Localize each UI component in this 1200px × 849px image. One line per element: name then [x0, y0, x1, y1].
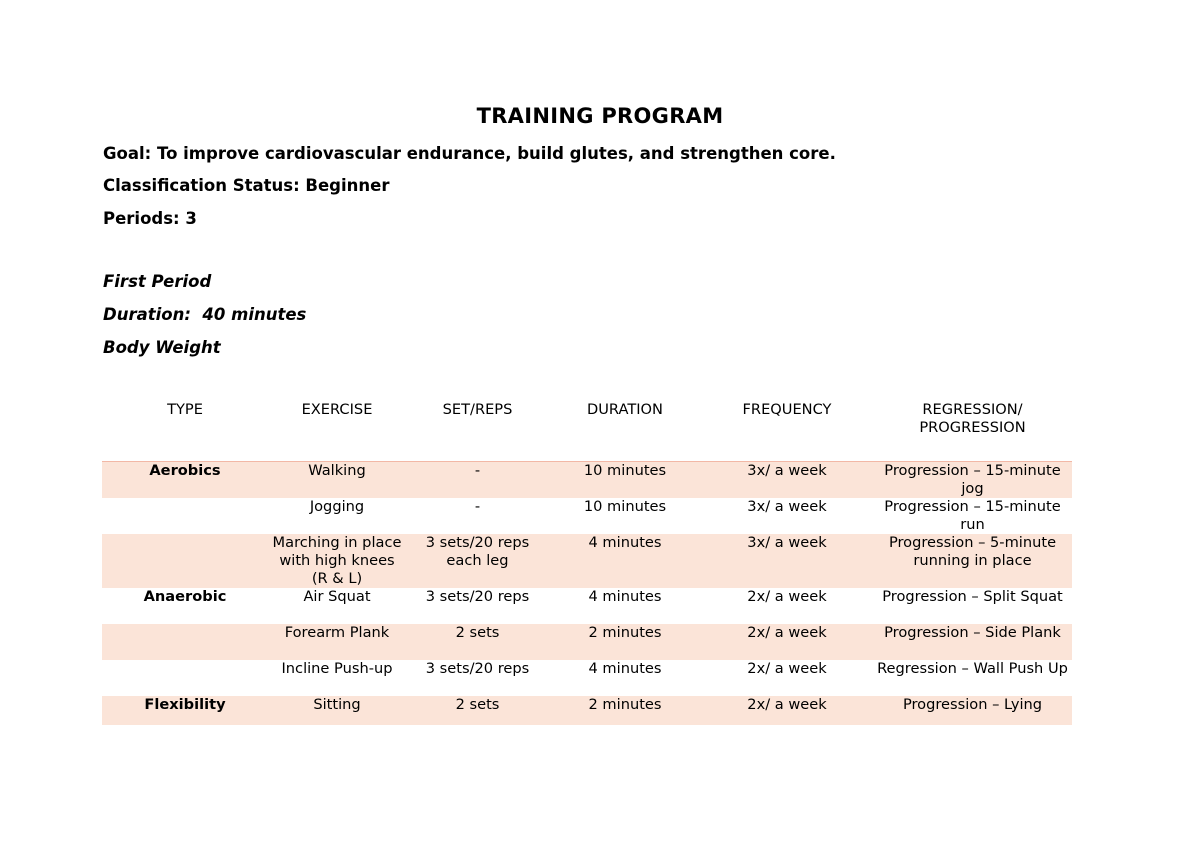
table-row — [102, 660, 1072, 696]
cell-type: Flexibility — [102, 696, 268, 725]
cell-setreps: 2 sets — [406, 624, 549, 660]
header-frequency: FREQUENCY — [701, 397, 873, 462]
cell-frequency: 2x/ a week — [747, 588, 827, 605]
cell-exercise-text: Marching in place with high knees — [272, 534, 402, 569]
cell-duration: 4 minutes — [588, 660, 662, 677]
table-header-row — [102, 397, 1072, 462]
cell-duration: 2 minutes — [549, 696, 701, 725]
cell-type: Aerobics — [102, 462, 268, 499]
cell-setreps: - — [474, 498, 481, 515]
cell-frequency: 3x/ a week — [701, 534, 873, 588]
cell-type — [102, 624, 268, 660]
cell-duration: 10 minutes — [549, 462, 701, 499]
cell-regression: Progression – Side Plank — [873, 624, 1072, 660]
header-duration: DURATION — [549, 397, 701, 462]
header-setreps: SET/REPS — [406, 397, 549, 462]
cell-duration: 4 minutes — [588, 588, 662, 605]
cell-exercise: Forearm Plank — [268, 624, 406, 660]
classification-line: Classification Status: Beginner — [103, 176, 390, 195]
periods-line: Periods: 3 — [103, 209, 197, 228]
cell-regression: Progression – 15-minute run — [884, 498, 1061, 533]
cell-regression: Regression – Wall Push Up — [877, 660, 1068, 677]
cell-frequency: 2x/ a week — [701, 624, 873, 660]
cell-exercise: Incline Push-up — [281, 660, 393, 677]
cell-setreps: 3 sets/20 reps each leg — [406, 534, 549, 588]
cell-type — [102, 498, 268, 534]
cell-frequency: 3x/ a week — [701, 462, 873, 499]
cell-type: Anaerobic — [143, 588, 227, 605]
period-duration: Duration: 40 minutes — [103, 305, 307, 324]
table-row — [102, 696, 1072, 725]
cell-duration: 4 minutes — [549, 534, 701, 588]
cell-regression: Progression – 5-minute running in place — [873, 534, 1072, 588]
cell-duration: 10 minutes — [583, 498, 667, 515]
cell-setreps: 3 sets/20 reps — [425, 660, 530, 677]
cell-exercise: Walking — [268, 462, 406, 499]
cell-type — [102, 660, 268, 696]
table-row — [102, 462, 1072, 499]
cell-setreps: - — [406, 462, 549, 499]
cell-exercise: Jogging — [309, 498, 365, 515]
cell-frequency: 2x/ a week — [701, 696, 873, 725]
cell-frequency: 2x/ a week — [747, 660, 827, 677]
cell-regression: Progression – Split Squat — [882, 588, 1063, 605]
cell-exercise: Sitting — [268, 696, 406, 725]
cell-exercise — [268, 534, 406, 588]
table-row — [102, 534, 1072, 588]
cell-exercise: Air Squat — [303, 588, 371, 605]
table-row — [102, 588, 1072, 624]
header-type: TYPE — [102, 397, 268, 462]
cell-type — [102, 534, 268, 588]
cell-regression: Progression – 15-minute jog — [873, 462, 1072, 499]
period-name: First Period — [103, 272, 212, 291]
header-regression: REGRESSION/ PROGRESSION — [873, 397, 1072, 462]
goal-line: Goal: To improve cardiovascular endurance, build glutes, and strengthen core. — [103, 144, 836, 163]
cell-exercise-note: (R & L) — [311, 570, 363, 587]
training-table — [102, 397, 1072, 725]
cell-duration: 2 minutes — [549, 624, 701, 660]
table-row — [102, 624, 1072, 660]
document-title: TRAINING PROGRAM — [476, 104, 724, 128]
period-category: Body Weight — [103, 338, 221, 357]
cell-frequency: 3x/ a week — [747, 498, 827, 515]
cell-setreps: 2 sets — [406, 696, 549, 725]
cell-setreps: 3 sets/20 reps — [425, 588, 530, 605]
table-row — [102, 498, 1072, 534]
cell-regression: Progression – Lying — [873, 696, 1072, 725]
header-exercise: EXERCISE — [268, 397, 406, 462]
